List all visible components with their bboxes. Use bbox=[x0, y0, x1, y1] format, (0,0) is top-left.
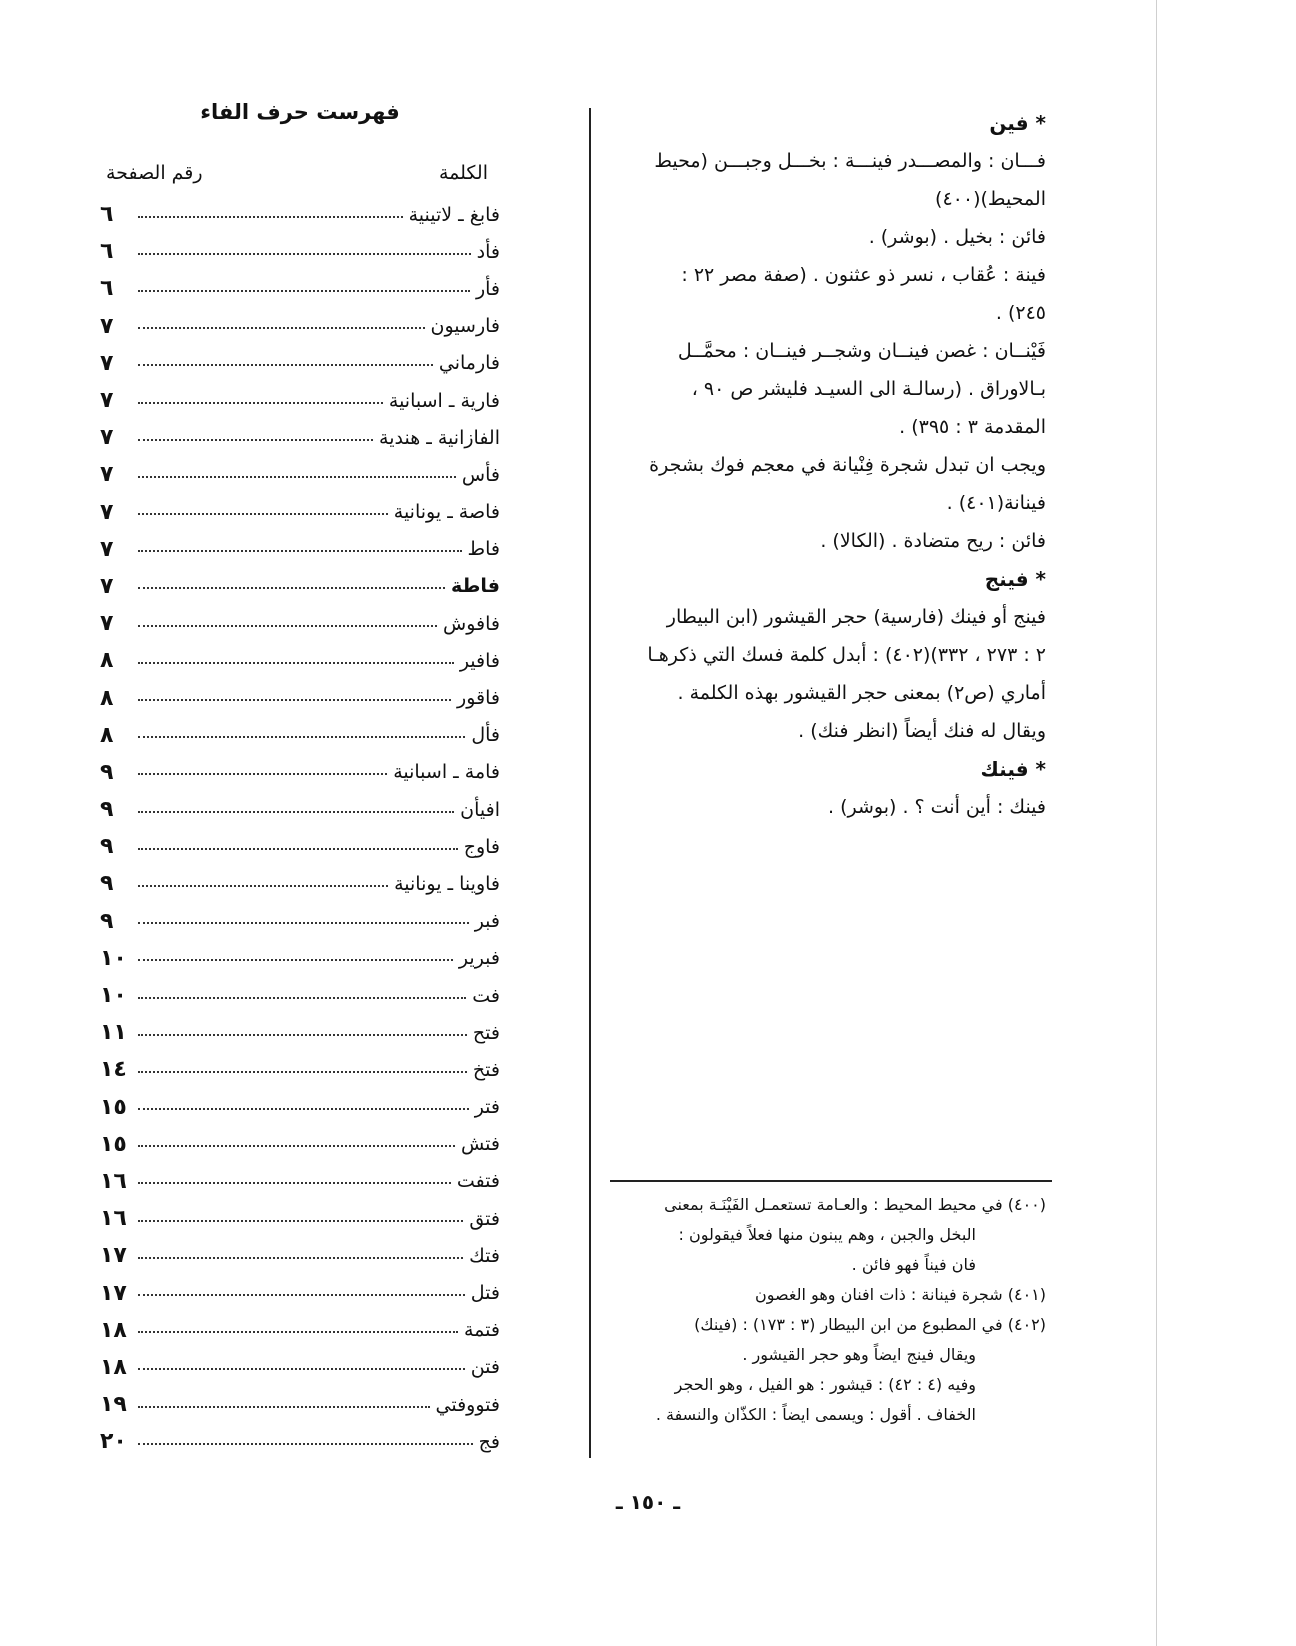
index-word: فتووفتي bbox=[435, 1393, 500, 1416]
index-row bbox=[100, 1089, 500, 1126]
footnote-402: (٤٠٢) في المطبوع من ابن البيطار (٣ : ١٧٣) : (فينك) bbox=[694, 1315, 1046, 1334]
entry-line: فـــان : والمصـــدر فينـــة : بخـــل وجبـــن (محيط bbox=[654, 150, 1046, 172]
footnote-402-cont: الخفاف . أقول : ويسمى ايضاً : الكذّان والنسفة . bbox=[655, 1405, 976, 1424]
index-page-number: ١٧ bbox=[100, 1280, 127, 1306]
index-page-number: ٧ bbox=[100, 350, 114, 376]
index-row bbox=[100, 679, 500, 716]
entry-line: فينانة(٤٠١) . bbox=[946, 492, 1046, 514]
index-row bbox=[100, 754, 500, 791]
dot-leader bbox=[138, 1100, 469, 1110]
index-word: فارسيون bbox=[430, 315, 500, 338]
dot-leader bbox=[138, 803, 454, 813]
dot-leader bbox=[138, 208, 403, 218]
dot-leader bbox=[138, 431, 373, 441]
dot-leader bbox=[138, 542, 462, 552]
index-page-number: ١٩ bbox=[100, 1392, 127, 1418]
dot-leader bbox=[138, 1323, 458, 1333]
index-row bbox=[100, 605, 500, 642]
index-word: فتق bbox=[469, 1207, 500, 1230]
footnote-401: (٤٠١) شجرة فينانة : ذات افنان وهو الغصون bbox=[755, 1285, 1046, 1304]
entry-line: فَيْنــان : غصن فينــان وشجــر فينــان : محمَّــل bbox=[677, 340, 1046, 362]
header-page-number: رقم الصفحة bbox=[106, 162, 203, 184]
footnote-402-cont: ويقال فينج ايضاً وهو حجر القيشور . bbox=[742, 1345, 976, 1364]
header-word: الكلمة bbox=[438, 162, 488, 184]
index-page-number: ١٥ bbox=[100, 1131, 127, 1157]
index-page-number: ٧ bbox=[100, 499, 114, 525]
dot-leader bbox=[138, 356, 433, 366]
headword-fin: * فين bbox=[989, 111, 1046, 135]
dot-leader bbox=[138, 1286, 465, 1296]
index-page-number: ٩ bbox=[100, 871, 114, 897]
index-row bbox=[100, 977, 500, 1014]
page-edge-line bbox=[1156, 0, 1157, 1646]
index-row bbox=[100, 494, 500, 531]
index-page-number: ١٦ bbox=[100, 1168, 127, 1194]
index-row bbox=[100, 345, 500, 382]
index-page-number: ٧ bbox=[100, 462, 114, 488]
column-divider bbox=[589, 108, 591, 1458]
index-row bbox=[100, 1126, 500, 1163]
entry-line: فينك : أين أنت ؟ . (بوشر) . bbox=[828, 796, 1046, 818]
index-page-number: ٩ bbox=[100, 834, 114, 860]
index-word: فج bbox=[478, 1430, 500, 1453]
dot-leader bbox=[138, 765, 387, 775]
dot-leader bbox=[138, 914, 469, 924]
index-page-number: ٧ bbox=[100, 573, 114, 599]
index-word: فتش bbox=[460, 1133, 500, 1156]
index-page-number: ٦ bbox=[100, 276, 114, 302]
dot-leader bbox=[138, 394, 383, 404]
index-word: فتن bbox=[470, 1356, 500, 1379]
index-page-number: ١٨ bbox=[100, 1354, 127, 1380]
dot-leader bbox=[138, 468, 456, 478]
index-row bbox=[100, 419, 500, 456]
index-word: فتر bbox=[474, 1096, 500, 1119]
dot-leader bbox=[138, 1026, 467, 1036]
dot-leader bbox=[138, 989, 466, 999]
dot-leader bbox=[138, 877, 388, 887]
index-row bbox=[100, 233, 500, 270]
index-row bbox=[100, 940, 500, 977]
dot-leader bbox=[138, 1360, 465, 1370]
index-page-number: ١١ bbox=[100, 1020, 127, 1046]
index-row bbox=[100, 1051, 500, 1088]
entry-line: فينج أو فينك (فارسية) حجر القيشور (ابن البيطار bbox=[666, 606, 1046, 628]
index-word: فاوينا ـ يونانية bbox=[394, 872, 500, 895]
index-word: فاط bbox=[467, 538, 500, 561]
dot-leader bbox=[138, 245, 471, 255]
index-row bbox=[100, 196, 500, 233]
index-page-number: ٨ bbox=[100, 685, 114, 711]
entry-line: فائن : بخيل . (بوشر) . bbox=[868, 226, 1046, 248]
index-word: فامة ـ اسبانية bbox=[393, 761, 500, 784]
index-word: فاطة bbox=[451, 575, 500, 598]
index-word: فبرير bbox=[458, 947, 500, 970]
footnote-400-cont: البخل والجبن ، وهم يبنون منها فعلاً فيقولون : bbox=[678, 1225, 976, 1244]
dot-leader bbox=[138, 951, 453, 961]
index-row bbox=[100, 642, 500, 679]
dot-leader bbox=[138, 1063, 467, 1073]
index-row bbox=[100, 1423, 500, 1460]
dot-leader bbox=[138, 1249, 463, 1259]
footnote-400-cont: فان فيناً فهو فائن . bbox=[851, 1255, 976, 1274]
index-page-number: ٩ bbox=[100, 759, 114, 785]
index-word: فأد bbox=[476, 240, 500, 263]
index-word: فاصة ـ يونانية bbox=[393, 501, 500, 524]
headword-finj: * فينج bbox=[984, 567, 1046, 591]
entry-line: ٢٤٥) . bbox=[995, 302, 1046, 324]
index-word: فاوج bbox=[463, 835, 500, 858]
index-word: فأل bbox=[471, 724, 500, 747]
index-page-number: ٨ bbox=[100, 648, 114, 674]
index-page-number: ١٠ bbox=[100, 983, 127, 1009]
entry-line: أماري (ص٢) بمعنى حجر القيشور بهذه الكلمة . bbox=[677, 682, 1046, 704]
index-word: فت bbox=[472, 984, 500, 1007]
index-row bbox=[100, 791, 500, 828]
index-row bbox=[100, 828, 500, 865]
index-row bbox=[100, 568, 500, 605]
dot-leader bbox=[138, 840, 458, 850]
dot-leader bbox=[138, 505, 388, 515]
index-row bbox=[100, 1237, 500, 1274]
index-page-number: ١٧ bbox=[100, 1243, 127, 1269]
index-word: فافير bbox=[459, 649, 500, 672]
index-word: فتفت bbox=[456, 1170, 500, 1193]
dictionary-entries bbox=[614, 104, 1046, 826]
index-row bbox=[100, 903, 500, 940]
index-page-number: ١٨ bbox=[100, 1317, 127, 1343]
dot-leader bbox=[138, 1174, 451, 1184]
index-page-number: ١٠ bbox=[100, 945, 127, 971]
index-page-number: ٩ bbox=[100, 908, 114, 934]
index-row bbox=[100, 382, 500, 419]
entry-line: بـالاوراق . (رسالـة الى السيـد فليشر ص ٩٠ ، bbox=[691, 378, 1046, 400]
entry-line: ويقال له فنك أيضاً (انظر فنك) . bbox=[798, 720, 1046, 742]
index-page-number: ٧ bbox=[100, 611, 114, 637]
index-word: الفازانية ـ هندية bbox=[379, 426, 500, 449]
index-row bbox=[100, 456, 500, 493]
index-word: فأر bbox=[475, 277, 500, 300]
footnote-400: (٤٠٠) في محيط المحيط : والعـامة تستعمـل الفَيْنَـة بمعنى bbox=[664, 1195, 1046, 1214]
index-row bbox=[100, 1349, 500, 1386]
index-word: فاقور bbox=[457, 687, 500, 710]
index-word: فابغ ـ لاتينية bbox=[408, 203, 500, 226]
entry-line: فائن : ريح متضادة . (الكالا) . bbox=[820, 530, 1046, 552]
index-row bbox=[100, 1014, 500, 1051]
index-row bbox=[100, 1386, 500, 1423]
footnotes bbox=[596, 1190, 1046, 1430]
index-row bbox=[100, 1200, 500, 1237]
index-row bbox=[100, 531, 500, 568]
dot-leader bbox=[138, 319, 425, 329]
index-word: فتح bbox=[472, 1021, 500, 1044]
dot-leader bbox=[138, 579, 445, 589]
index-row bbox=[100, 270, 500, 307]
index-header bbox=[100, 162, 500, 188]
index-page-number: ٦ bbox=[100, 239, 114, 265]
index-word: فافوش bbox=[443, 612, 500, 635]
index-page-number: ٧ bbox=[100, 388, 114, 414]
index-page-number: ١٥ bbox=[100, 1094, 127, 1120]
entry-line: فينة : عُقاب ، نسر ذو عثنون . (صفة مصر ٢٢ : bbox=[681, 264, 1046, 286]
index-row bbox=[100, 717, 500, 754]
entry-line: المحيط)(٤٠٠) bbox=[935, 188, 1046, 210]
dot-leader bbox=[138, 654, 454, 664]
footnote-separator bbox=[610, 1180, 1052, 1182]
index-word: افيأن bbox=[460, 798, 500, 821]
index-page-number: ٧ bbox=[100, 425, 114, 451]
index-title: فهرست حرف الفاء bbox=[200, 100, 400, 124]
index-page-number: ١٦ bbox=[100, 1206, 127, 1232]
dot-leader bbox=[138, 1212, 463, 1222]
index-word: فارية ـ اسبانية bbox=[388, 389, 500, 412]
index-row bbox=[100, 308, 500, 345]
headword-fink: * فينك bbox=[980, 757, 1046, 781]
dot-leader bbox=[138, 282, 470, 292]
index-row bbox=[100, 865, 500, 902]
page-number: ـ ١٥٠ ـ bbox=[615, 1490, 681, 1514]
index-word: فتمة bbox=[464, 1319, 500, 1342]
dot-leader bbox=[138, 1398, 430, 1408]
index-word: فبر bbox=[474, 910, 500, 933]
index-row bbox=[100, 1274, 500, 1311]
index-page-number: ٢٠ bbox=[100, 1429, 127, 1455]
dot-leader bbox=[138, 728, 465, 738]
index-word: فتخ bbox=[472, 1058, 500, 1081]
dot-leader bbox=[138, 1435, 473, 1445]
dot-leader bbox=[138, 617, 437, 627]
dot-leader bbox=[138, 691, 451, 701]
index-page-number: ٨ bbox=[100, 722, 114, 748]
entry-line: المقدمة ٣ : ٣٩٥) . bbox=[899, 416, 1046, 438]
index-page-number: ٩ bbox=[100, 797, 114, 823]
index-row bbox=[100, 1312, 500, 1349]
index-word: فتل bbox=[470, 1282, 500, 1305]
index-page-number: ١٤ bbox=[100, 1057, 127, 1083]
footnote-402-cont: وفيه (٤ : ٤٢) : قيشور : هو الفيل ، وهو الحجر bbox=[674, 1375, 976, 1394]
dot-leader bbox=[138, 1137, 455, 1147]
index-row bbox=[100, 1163, 500, 1200]
index-word: فتك bbox=[469, 1244, 500, 1267]
index-word: فأس bbox=[461, 463, 500, 486]
entry-line: ويجب ان تبدل شجرة فِنْيانة في معجم فوك بشجرة bbox=[649, 454, 1046, 476]
index-word: فارماني bbox=[438, 352, 500, 375]
index-list bbox=[100, 196, 500, 1460]
index-page-number: ٧ bbox=[100, 536, 114, 562]
index-page-number: ٦ bbox=[100, 202, 114, 228]
index-page-number: ٧ bbox=[100, 313, 114, 339]
entry-line: ٢ : ٢٧٣ ، ٣٣٢)(٤٠٢) : أبدل كلمة فسك التي ذكرهـا bbox=[647, 644, 1046, 666]
